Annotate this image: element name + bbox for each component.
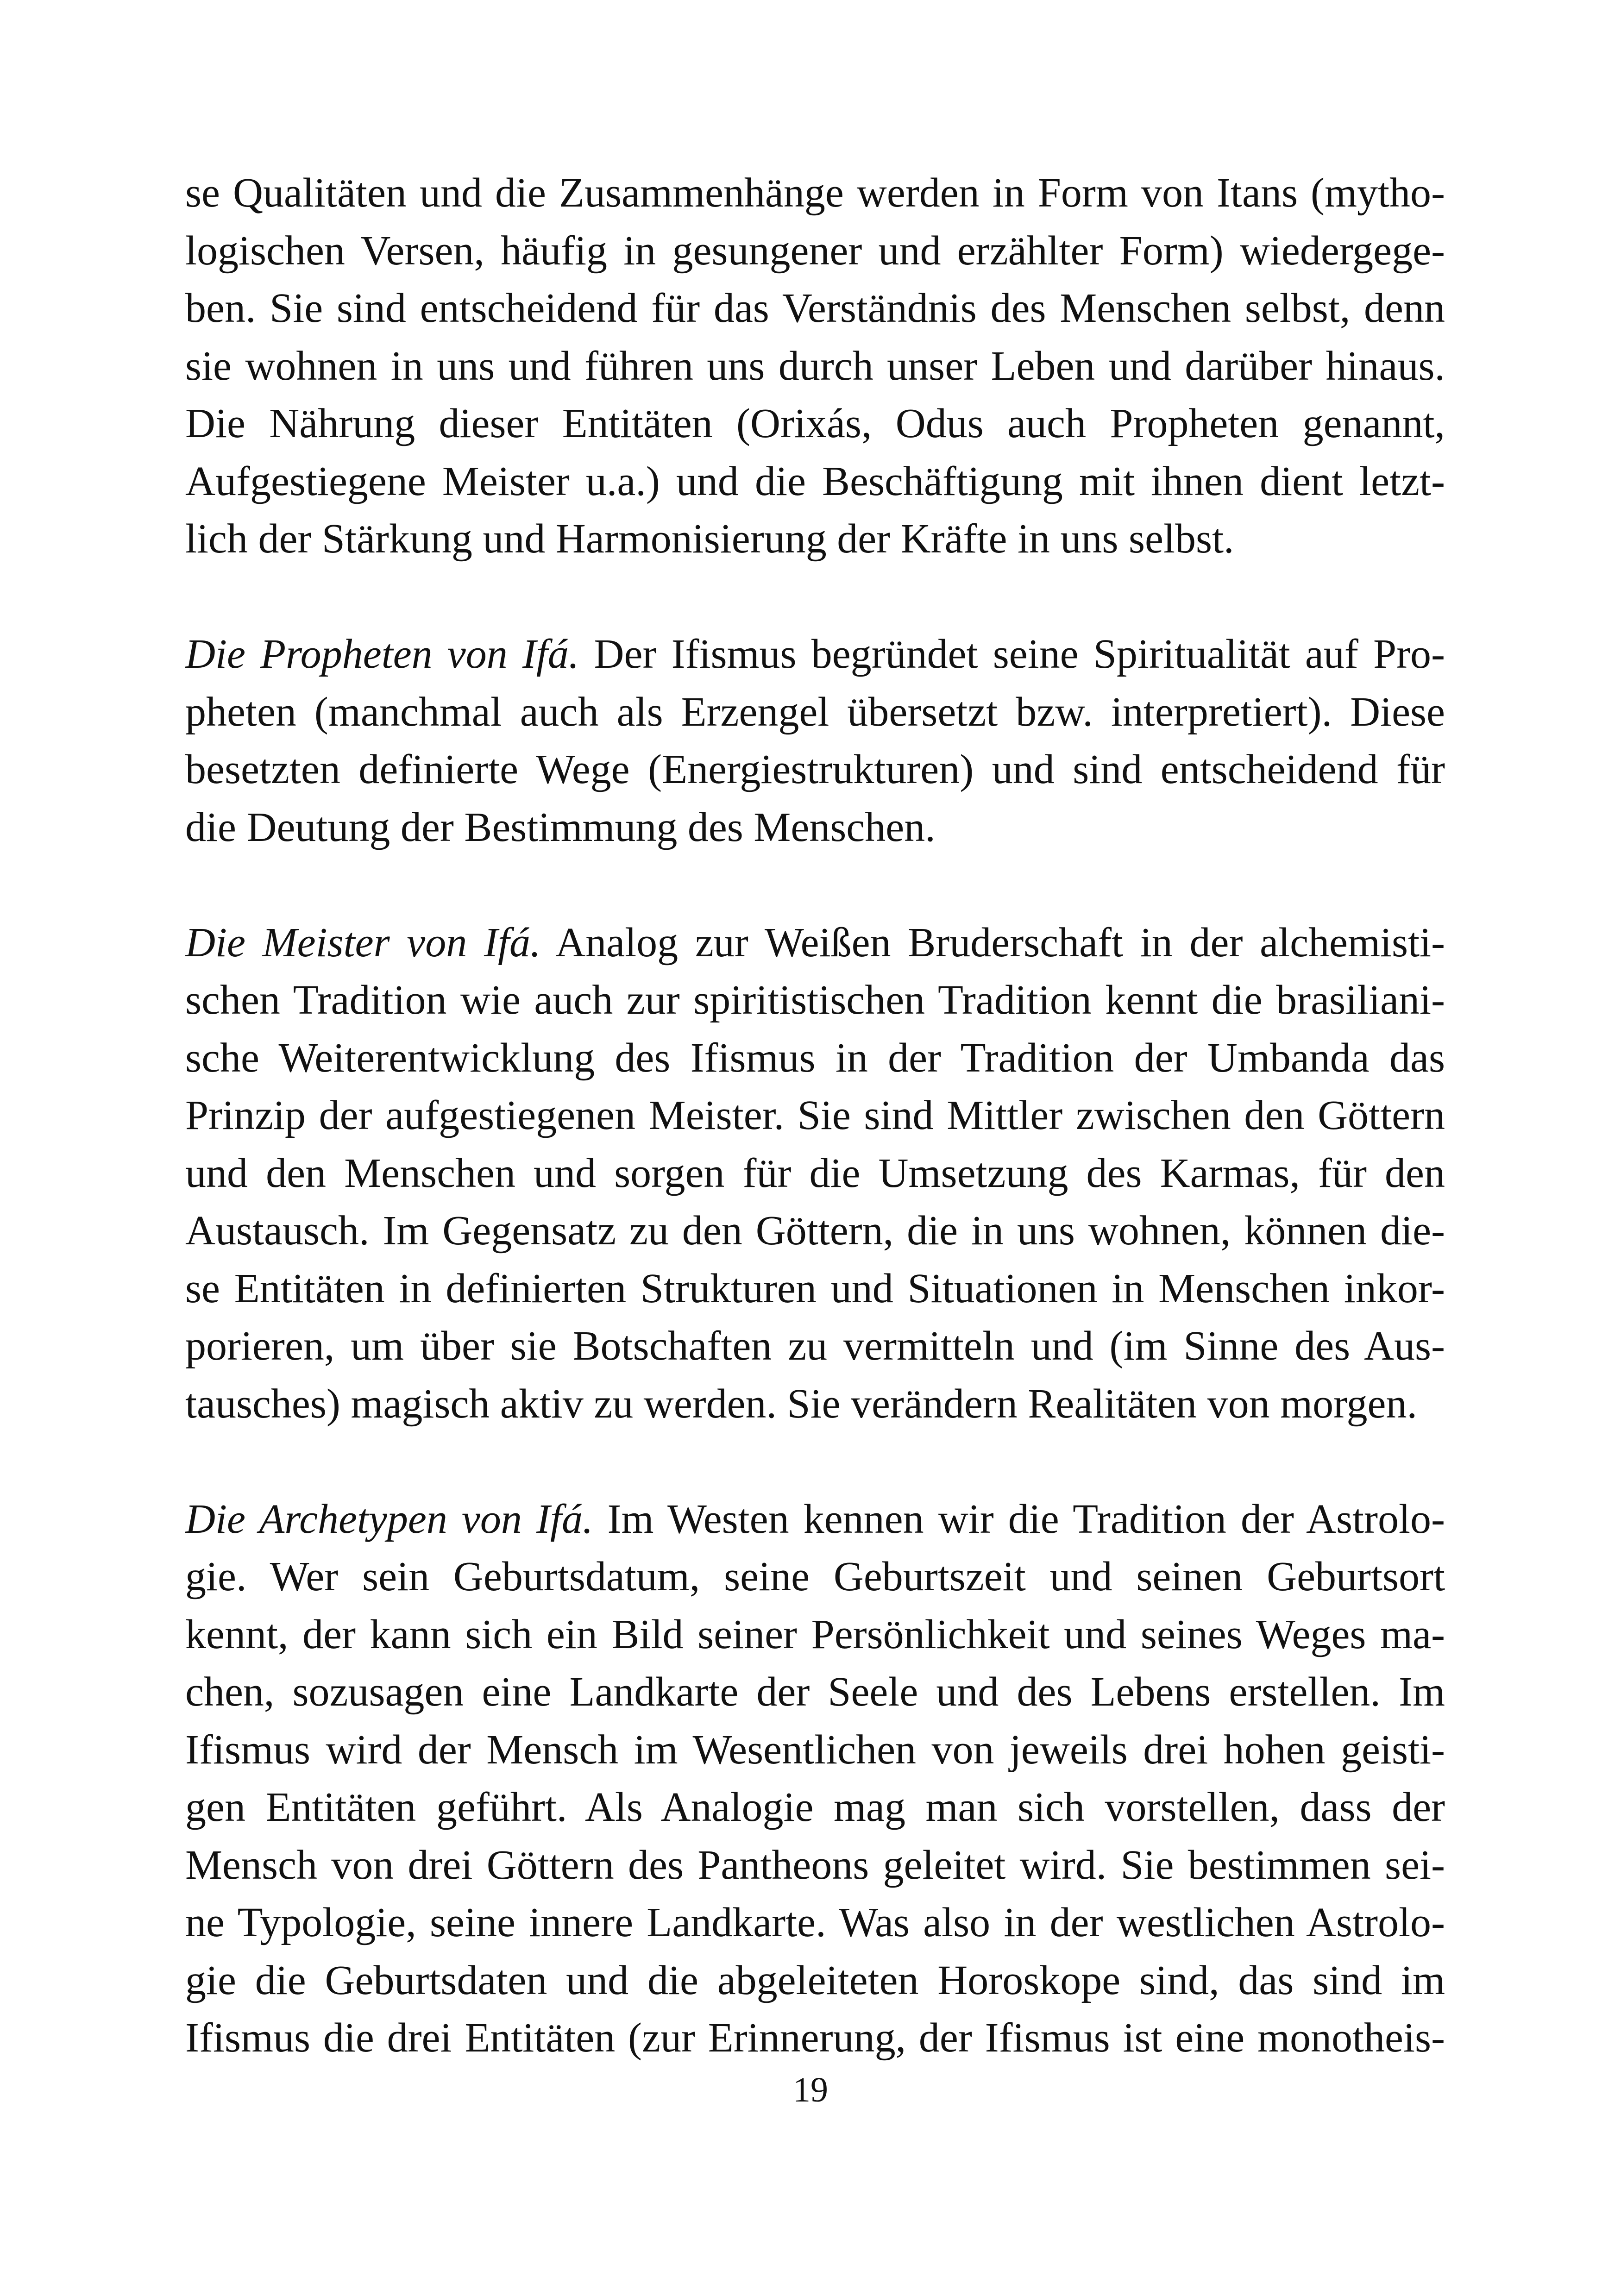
text-run: Im Westen kennen wir die Tradition der Astrolo-: [593, 1496, 1445, 1542]
section-heading: Die Meister von Ifá.: [185, 919, 541, 966]
text-line: porieren, um über sie Botschaften zu vermitteln und (im Sinne des Aus-: [185, 1323, 1445, 1369]
text-line: schen Tradition wie auch zur spiritistischen Tradition kennt die brasiliani-: [185, 977, 1445, 1023]
paragraph-meister: [185, 914, 1445, 1433]
body-text: [185, 164, 1445, 2067]
text-line: Ifismus die drei Entitäten (zur Erinnerung, der Ifismus ist eine monotheis-: [185, 2015, 1445, 2061]
text-line: kennt, der kann sich ein Bild seiner Persönlichkeit und seines Weges ma-: [185, 1611, 1445, 1657]
paragraph-propheten: [185, 626, 1445, 856]
text-line: chen, sozusagen eine Landkarte der Seele und des Lebens erstellen. Im: [185, 1669, 1445, 1715]
paragraph-intro: [185, 164, 1445, 568]
text-line: Prinzip der aufgestiegenen Meister. Sie sind Mittler zwischen den Göttern: [185, 1092, 1445, 1138]
section-heading: Die Archetypen von Ifá.: [185, 1496, 593, 1542]
text-line: gie. Wer sein Geburtsdatum, seine Geburtszeit und seinen Geburtsort: [185, 1554, 1445, 1600]
text-line: Aufgestiegene Meister u.a.) und die Beschäftigung mit ihnen dient letzt-: [185, 458, 1445, 504]
text-line: sche Weiterentwicklung des Ifismus in der Tradition der Umbanda das: [185, 1035, 1445, 1081]
text-line: se Entitäten in definierten Strukturen und Situationen in Menschen inkor-: [185, 1265, 1445, 1311]
text-line: die Deutung der Bestimmung des Menschen.: [185, 804, 936, 850]
text-line: ben. Sie sind entscheidend für das Verständnis des Menschen selbst, denn: [185, 285, 1445, 331]
section-heading: Die Propheten von Ifá.: [185, 631, 579, 677]
text-line: se Qualitäten und die Zusammenhänge werden in Form von Itans (mytho-: [185, 170, 1445, 216]
text-line: Mensch von drei Göttern des Pantheons geleitet wird. Sie bestimmen sei-: [185, 1842, 1445, 1888]
text-run: Analog zur Weißen Bruderschaft in der alchemisti-: [540, 919, 1445, 966]
text-line: logischen Versen, häufig in gesungener und erzählter Form) wiedergege-: [185, 227, 1445, 274]
text-line: Ifismus wird der Mensch im Wesentlichen von jeweils drei hohen geisti-: [185, 1726, 1445, 1773]
text-line: pheten (manchmal auch als Erzengel übersetzt bzw. interpretiert). Diese: [185, 689, 1445, 735]
text-line: besetzten definierte Wege (Energiestrukturen) und sind entscheidend für: [185, 747, 1445, 792]
text-line: gie die Geburtsdaten und die abgeleiteten Horoskope sind, das sind im: [185, 1957, 1445, 2003]
text-run: Der Ifismus begründet seine Spiritualität auf Pro-: [579, 631, 1445, 677]
text-line: und den Menschen und sorgen für die Umsetzung des Karmas, für den: [185, 1150, 1445, 1196]
text-line: Austausch. Im Gegensatz zu den Göttern, die in uns wohnen, können die-: [185, 1208, 1445, 1254]
text-line: tausches) magisch aktiv zu werden. Sie verändern Realitäten von morgen.: [185, 1380, 1417, 1427]
text-line: lich der Stärkung und Harmonisierung der Kräfte in uns selbst.: [185, 516, 1234, 562]
text-line: ne Typologie, seine innere Landkarte. Was also in der westlichen Astrolo-: [185, 1900, 1445, 1945]
text-line: Die Nährung dieser Entitäten (Orixás, Odus auch Propheten genannt,: [185, 401, 1445, 446]
text-line: [185, 914, 1445, 972]
paragraph-archetypen: [185, 1491, 1445, 2067]
text-line: [185, 626, 1445, 684]
text-line: [185, 1491, 1445, 1549]
text-line: sie wohnen in uns und führen uns durch unser Leben und darüber hinaus.: [185, 343, 1445, 389]
text-line: gen Entitäten geführt. Als Analogie mag man sich vorstellen, dass der: [185, 1784, 1445, 1830]
page-number: 19: [793, 2070, 828, 2109]
